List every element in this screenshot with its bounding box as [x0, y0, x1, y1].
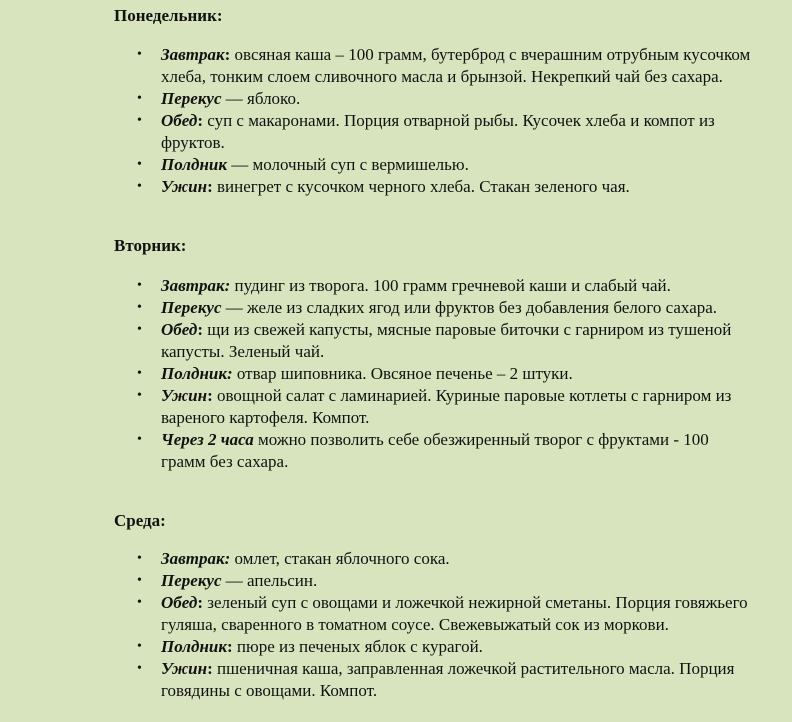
meal-name: Перекус: [161, 298, 222, 317]
list-item: [0, 297, 792, 319]
meal-text: пудинг из творога. 100 грамм гречневой каши и слабый чай.: [230, 276, 671, 295]
list-item: [0, 275, 792, 297]
meal-separator: :: [224, 45, 231, 64]
meal-text: щи из свежей капусты, мясные паровые биточки с гарниром из тушеной капусты. Зеленый чай.: [161, 320, 732, 361]
meal-separator: :: [197, 320, 203, 339]
day-title-tuesday: Вторник:: [114, 236, 187, 255]
meal-name: Завтрак:: [161, 276, 231, 295]
meal-text: пшеничная каша, заправленная ложечкой растительного масла. Порция говядины с овощами. Компот.: [161, 659, 735, 700]
meal-text: пюре из печеных яблок с курагой.: [232, 637, 483, 656]
meal-name: Завтрак:: [161, 549, 231, 568]
list-item: [0, 363, 792, 385]
list-item: [0, 154, 792, 176]
meal-text: — апельсин.: [221, 571, 318, 590]
meal-text: — молочный суп с вермишелью.: [226, 155, 469, 174]
meal-separator: :: [226, 637, 233, 656]
list-item: [0, 592, 792, 636]
bullet-icon: •: [137, 179, 142, 194]
bullet-icon: •: [137, 91, 142, 106]
meal-separator: :: [197, 593, 203, 612]
list-item: [0, 570, 792, 592]
meal-list-wednesday: [0, 548, 792, 702]
meal-text: суп с макаронами. Порция отварной рыбы. Кусочек хлеба и компот из фруктов.: [161, 111, 715, 152]
bullet-icon: •: [137, 322, 142, 337]
meal-list-monday: [0, 44, 792, 198]
meal-name: Завтрак: [161, 45, 225, 64]
meal-name: Обед: [161, 320, 198, 339]
meal-separator: :: [197, 111, 203, 130]
list-item: [0, 319, 792, 363]
list-item: [0, 44, 792, 88]
meal-name: Перекус: [161, 89, 222, 108]
bullet-icon: •: [137, 432, 142, 447]
meal-name: Ужин: [161, 659, 208, 678]
list-item: [0, 88, 792, 110]
meal-name: Ужин: [161, 177, 208, 196]
list-item: [0, 658, 792, 702]
meal-text: овощной салат с ламинарией. Куриные паровые котлеты с гарниром из вареного картофеля. Компот.: [161, 386, 732, 427]
bullet-icon: •: [137, 300, 142, 315]
bullet-icon: •: [137, 278, 142, 293]
meal-text: отвар шиповника. Овсяное печенье – 2 штуки.: [232, 364, 573, 383]
meal-name: Ужин: [161, 386, 208, 405]
list-item: [0, 385, 792, 429]
bullet-icon: •: [137, 639, 142, 654]
meal-text: зеленый суп с овощами и ложечкой нежирной сметаны. Порция говяжьего гуляша, сваренного в томатном соусе. Свежевыжатый сок из моркови.: [161, 593, 748, 634]
meal-text: — яблоко.: [221, 89, 301, 108]
meal-name: Обед: [161, 593, 198, 612]
bullet-icon: •: [137, 47, 142, 62]
list-item: [0, 429, 792, 473]
day-title-wednesday: Среда:: [114, 511, 166, 530]
meal-text: — желе из сладких ягод или фруктов без добавления белого сахара.: [221, 298, 718, 317]
meal-text: винегрет с кусочком черного хлеба. Стакан зеленого чая.: [212, 177, 630, 196]
meal-separator: :: [207, 659, 213, 678]
list-item: [0, 548, 792, 570]
list-item: [0, 636, 792, 658]
meal-name: Перекус: [161, 571, 222, 590]
list-item: [0, 176, 792, 198]
bullet-icon: •: [137, 661, 142, 676]
meal-name: Через 2 часа: [161, 430, 254, 449]
bullet-icon: •: [137, 113, 142, 128]
bullet-icon: •: [137, 157, 142, 172]
meal-name: Обед: [161, 111, 198, 130]
bullet-icon: •: [137, 551, 142, 566]
list-item: [0, 110, 792, 154]
bullet-icon: •: [137, 595, 142, 610]
meal-list-tuesday: [0, 275, 792, 473]
bullet-icon: •: [137, 366, 142, 381]
meal-name: Полдник: [161, 637, 227, 656]
bullet-icon: •: [137, 573, 142, 588]
meal-text: омлет, стакан яблочного сока.: [230, 549, 450, 568]
day-title-monday: Понедельник:: [114, 6, 223, 25]
meal-name: Полдник:: [161, 364, 233, 383]
meal-separator: :: [207, 386, 213, 405]
bullet-icon: •: [137, 388, 142, 403]
meal-separator: :: [207, 177, 213, 196]
meal-text: можно позволить себе обезжиренный творог с фруктами - 100 грамм без сахара.: [161, 430, 709, 471]
meal-text: овсяная каша – 100 грамм, бутерброд с вчерашним отрубным кусочком хлеба, тонким слоем сливочного масла и брынзой. Некрепкий чай без сахара.: [161, 45, 751, 86]
meal-name: Полдник: [161, 155, 227, 174]
